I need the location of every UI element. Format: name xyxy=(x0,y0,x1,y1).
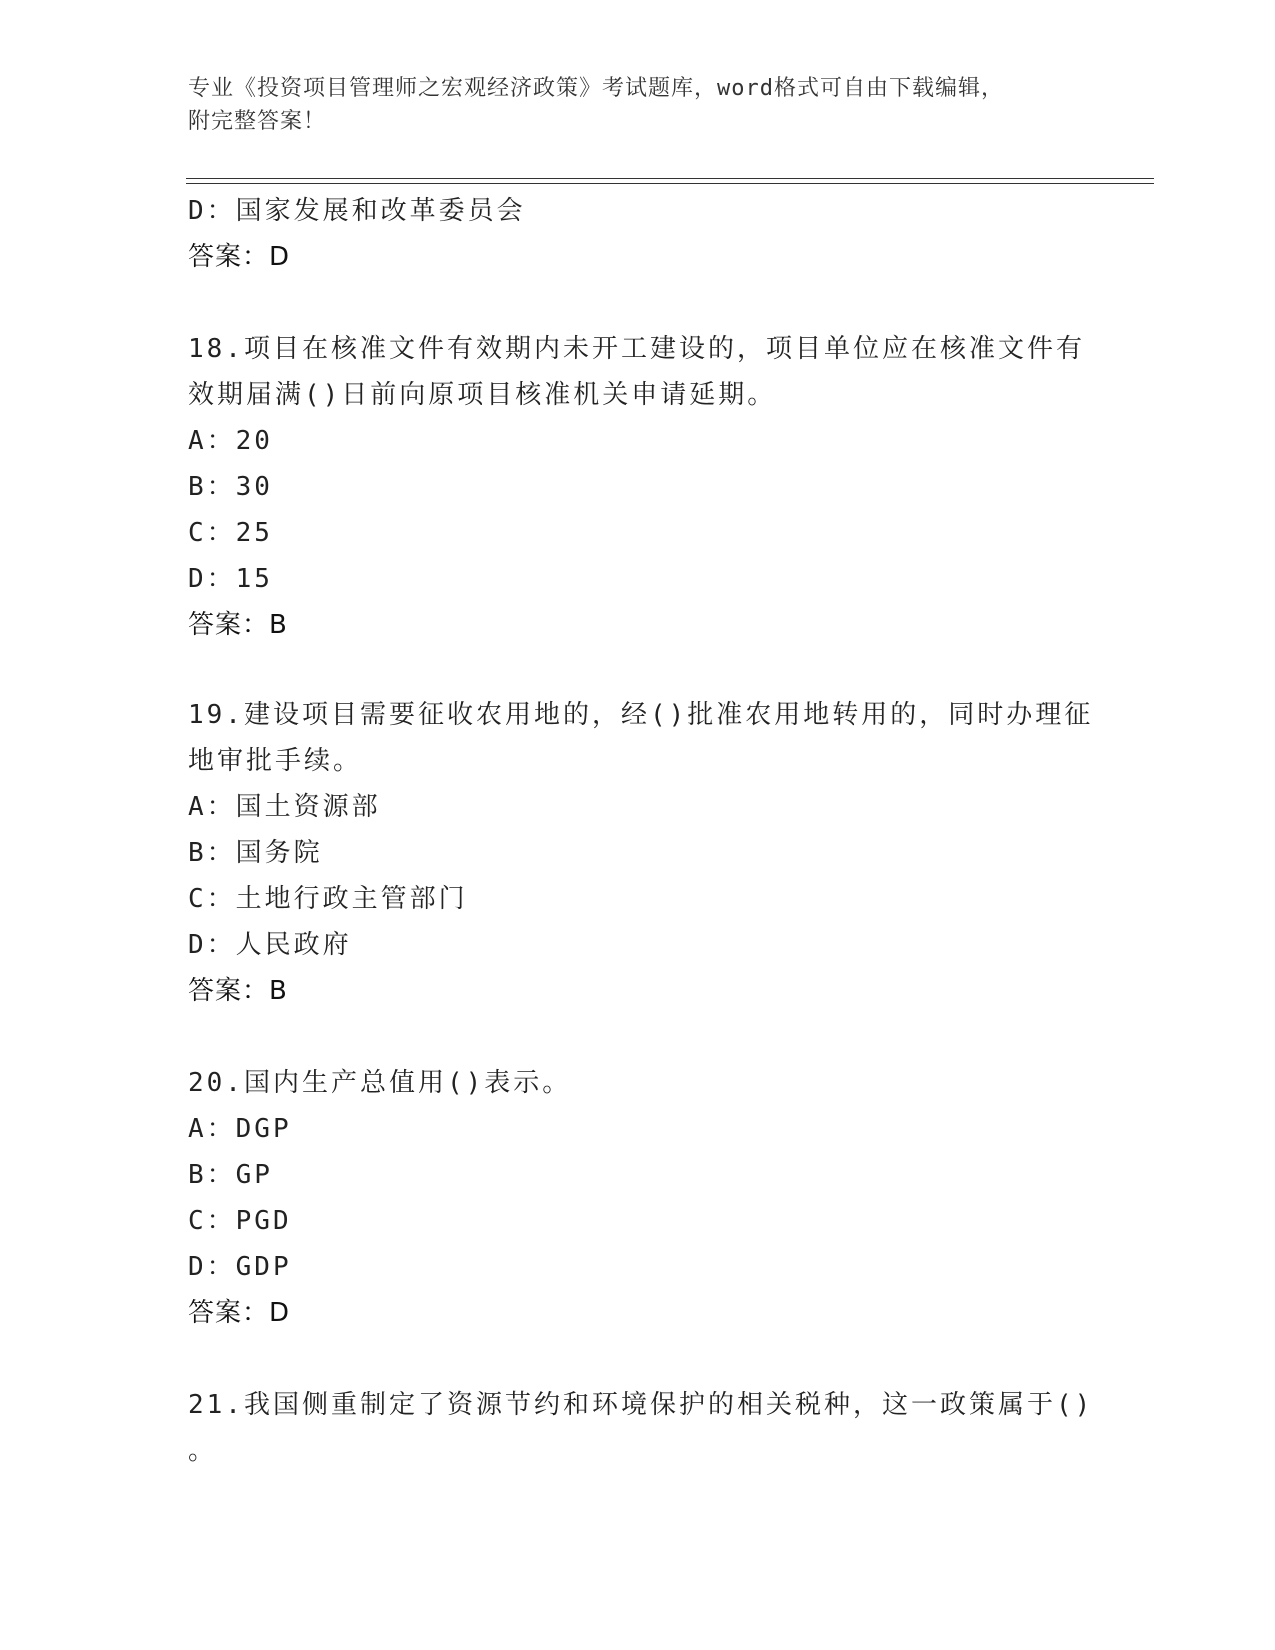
option-b: B：国务院 xyxy=(188,838,323,868)
option-c: C：25 xyxy=(188,518,273,548)
answer-line: 答案：B xyxy=(188,976,288,1006)
question-stem-line: 20.国内生产总值用()表示。 xyxy=(188,1068,572,1098)
option-b: B：30 xyxy=(188,472,273,502)
question-stem-line: 21.我国侧重制定了资源节约和环境保护的相关税种，这一政策属于() xyxy=(188,1390,1094,1420)
header-line-2: 附完整答案！ xyxy=(188,109,327,134)
option-d: D：人民政府 xyxy=(188,930,352,960)
option-a: A：国土资源部 xyxy=(188,792,381,822)
document-header xyxy=(188,72,1068,138)
option-d: D：GDP xyxy=(188,1252,292,1282)
header-divider-top xyxy=(186,178,1154,179)
option-c: C：PGD xyxy=(188,1206,292,1236)
option-a: A：DGP xyxy=(188,1114,292,1144)
option-b: B：GP xyxy=(188,1160,273,1190)
header-line-1: 专业《投资项目管理师之宏观经济政策》考试题库，word格式可自由下载编辑， xyxy=(188,76,1004,101)
answer-line: 答案：D xyxy=(188,1298,291,1328)
option-c: C：土地行政主管部门 xyxy=(188,884,468,914)
question-stem-line: 18.项目在核准文件有效期内未开工建设的，项目单位应在核准文件有 xyxy=(188,334,1085,364)
option-d: D：15 xyxy=(188,564,273,594)
question-stem-line: 地审批手续。 xyxy=(188,746,363,776)
option-a: A：20 xyxy=(188,426,273,456)
question-stem-line: 效期届满()日前向原项目核准机关申请延期。 xyxy=(188,380,777,410)
answer-line: 答案：B xyxy=(188,610,288,640)
header-divider-bottom xyxy=(186,183,1154,184)
option-d: D：国家发展和改革委员会 xyxy=(188,196,526,226)
answer-line: 答案：D xyxy=(188,242,291,272)
question-list xyxy=(188,188,1094,1474)
question-stem-line: 19.建设项目需要征收农用地的，经()批准农用地转用的，同时办理征 xyxy=(188,700,1094,730)
question-stem-line: 。 xyxy=(188,1436,218,1466)
